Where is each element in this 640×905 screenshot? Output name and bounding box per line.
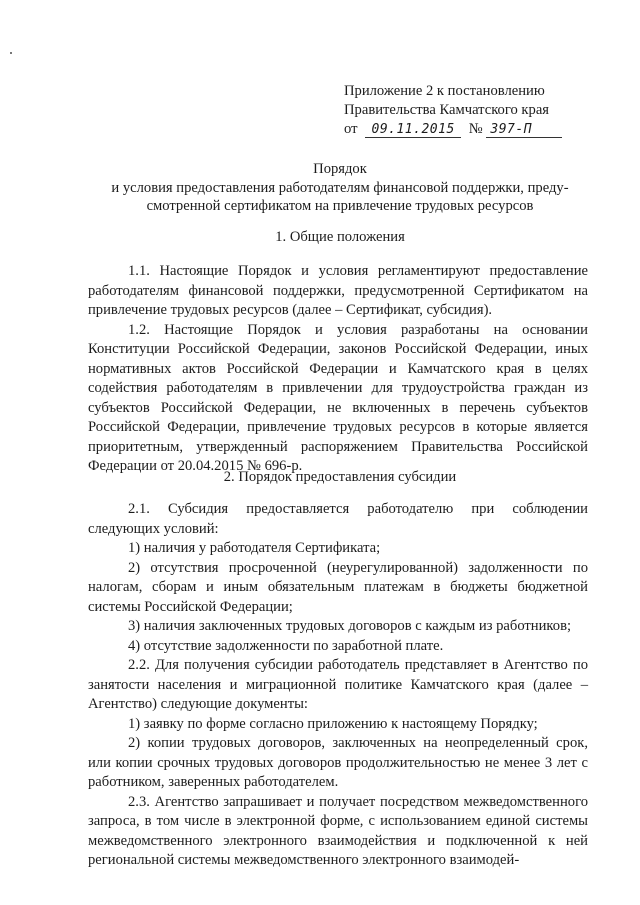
paragraph-2-1: 2.1. Субсидия предоставляется работодателю при соблюдении следующих условий: xyxy=(88,501,588,537)
resolution-date: 09.11.2015 xyxy=(365,122,461,138)
appendix-line-2: Правительства Камчатского края xyxy=(344,102,550,118)
condition-item-2: 2) отсутствия просроченной (неурегулированной) задолженности по налогам, сборам и иным обязательным платежам в бюджеты бюджетной системы Российской Федерации; xyxy=(88,559,588,615)
condition-item-1: 1) наличия у работодателя Сертификата; xyxy=(128,540,381,556)
document-item-1: 1) заявку по форме согласно приложению к настоящему Порядку; xyxy=(128,715,538,732)
appendix-line-1: Приложение 2 к постановлению xyxy=(344,83,545,99)
title-line-1: Порядок xyxy=(313,161,367,177)
paragraph-1-2: 1.2. Настоящие Порядок и условия разработаны на основании Конституции Российской Федерации, законов Российской Федерации, иных нормативных актов Российской Федерации и Камчатского края в целях содействия работодателям в привлечении для трудоустройства граждан из субъектов Российской Федерации, не включенных в перечень субъектов Российской Федерации, привлечение трудовых ресурсов в которые является приоритетным, утвержденный распоряжением Правительства Российской Федерации от 20.04.2015 № 696-р. xyxy=(88,321,588,474)
appendix-line-3 xyxy=(344,120,562,139)
condition-item-4: 4) отсутствие задолженности по заработной плате. xyxy=(128,637,444,654)
paragraph-1-1: 1.1. Настоящие Порядок и условия регламентируют предоставление работодателям финансовой поддержки, предусмотренной Сертификатом на привлечение трудовых ресурсов (далее – Сертификат, субсидия). xyxy=(88,263,588,318)
condition-item-3: 3) наличия заключенных трудовых договоров с каждым из работников; xyxy=(128,618,572,634)
paragraph-2-2: 2.2. Для получения субсидии работодатель представляет в Агентство по занятости населения и миграционной политике Камчатского края (далее – Агентство) следующие документы: xyxy=(88,657,588,712)
number-sign: № xyxy=(468,121,483,137)
section-1-heading: 1. Общие положения xyxy=(275,229,405,245)
document-title xyxy=(80,160,600,216)
scan-speck xyxy=(10,52,12,54)
title-line-3: смотренной сертификатом на привлечение трудовых ресурсов xyxy=(146,198,534,214)
section-2-body xyxy=(88,500,588,871)
appendix-header xyxy=(344,82,562,139)
resolution-number: 397-П xyxy=(486,122,562,138)
paragraph-2-3: 2.3. Агентство запрашивает и получает посредством межведомственного запроса, в том числе в электронной форме, с использованием единой системы межведомственного электронного взаимодействия и подключенной к ней региональной системы межведомственного электронного взаимодей- xyxy=(88,793,588,868)
title-line-2: и условия предоставления работодателям финансовой поддержки, преду- xyxy=(111,179,569,196)
from-label: от xyxy=(344,121,358,137)
section-2-heading: 2. Порядок предоставления субсидии xyxy=(223,469,457,485)
document-item-2: 2) копии трудовых договоров, заключенных на неопределенный срок, или копии срочных трудовых договоров продолжительностью не менее 3 лет с работником, заверенных работодателем. xyxy=(88,735,588,790)
section-1-body xyxy=(88,262,588,477)
